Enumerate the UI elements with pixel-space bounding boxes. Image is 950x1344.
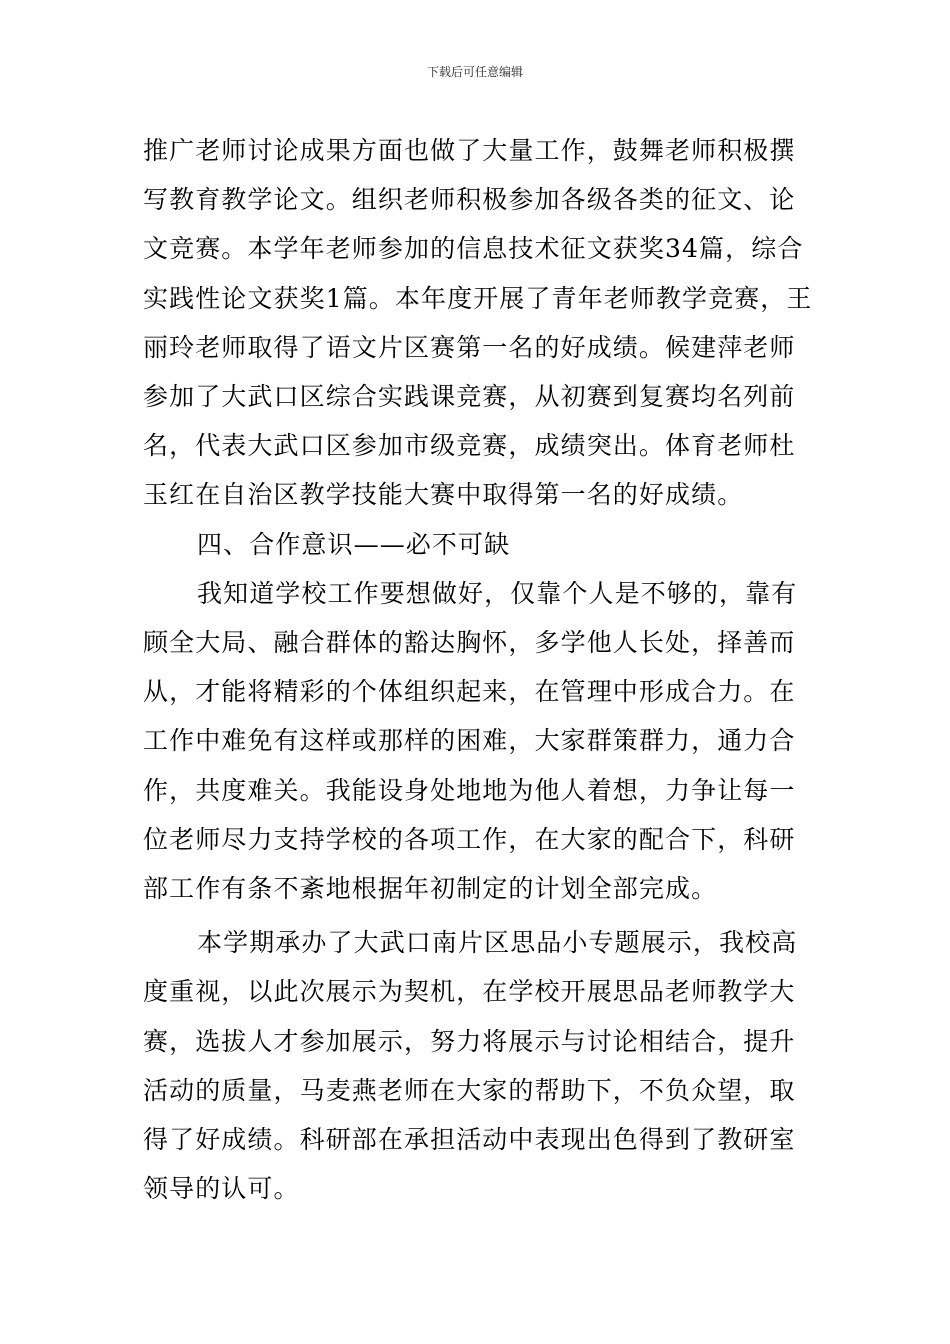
text-line: 推广老师讨论成果方面也做了大量工作，鼓舞老师积极撰: [143, 136, 796, 165]
text-line: 写教育教学论文。组织老师积极参加各级各类的征文、论: [143, 185, 796, 215]
section-heading: [143, 520, 807, 569]
text-line: 玉红在自治区教学技能大赛中取得第一名的好成绩。: [143, 480, 744, 510]
text-line: 工作中难免有这样或那样的困难，大家群策群力，通力合: [143, 726, 796, 756]
text-line: 活动的质量，马麦燕老师在大家的帮助下，不负众望，取: [143, 1075, 796, 1105]
text-line: 我知道学校工作要想做好，仅靠个人是不够的，靠有: [197, 578, 798, 608]
text-line: 度重视，以此次展示为契机，在学校开展思品老师教学大: [143, 977, 796, 1007]
text-line: 顾全大局、融合群体的豁达胸怀，多学他人长处，择善而: [143, 628, 796, 658]
header-note: 下载后可任意编辑: [426, 65, 523, 79]
paragraph-showcase: [143, 918, 807, 1213]
text-line: 参加了大武口区综合实践课竞赛，从初赛到复赛均名列前: [143, 382, 796, 412]
paragraph-research-results: [143, 126, 813, 520]
text-line: 位老师尽力支持学校的各项工作，在大家的配合下，科研: [143, 824, 796, 854]
text-line: 得了好成绩。科研部在承担活动中表现出色得到了教研室: [143, 1125, 796, 1155]
text-line: 领导的认可。: [143, 1174, 300, 1204]
paragraph-cooperation: [143, 569, 807, 913]
body-text: [143, 126, 813, 1213]
text-line: 实践性论文获奖1篇。本年度开展了青年老师教学竞赛，王: [143, 283, 813, 313]
text-line: 丽玲老师取得了语文片区赛第一名的好成绩。候建萍老师: [143, 332, 796, 362]
text-line: 文竞赛。本学年老师参加的信息技术征文获奖34篇，综合: [143, 234, 804, 264]
text-line: 本学期承办了大武口南片区思品小专题展示，我校高: [197, 928, 798, 958]
text-line: 赛，选拔人才参加展示，努力将展示与讨论相结合，提升: [143, 1026, 796, 1056]
text-line: 名，代表大武口区参加市级竞赛，成绩突出。体育老师杜: [143, 431, 796, 461]
section-heading-text: 四、合作意识——必不可缺: [197, 529, 511, 559]
text-line: 从，才能将精彩的个体组织起来，在管理中形成合力。在: [143, 677, 796, 707]
text-line: 作，共度难关。我能设身处地地为他人着想，力争让每一: [143, 775, 796, 805]
text-line: 部工作有条不紊地根据年初制定的计划全部完成。: [143, 874, 718, 904]
